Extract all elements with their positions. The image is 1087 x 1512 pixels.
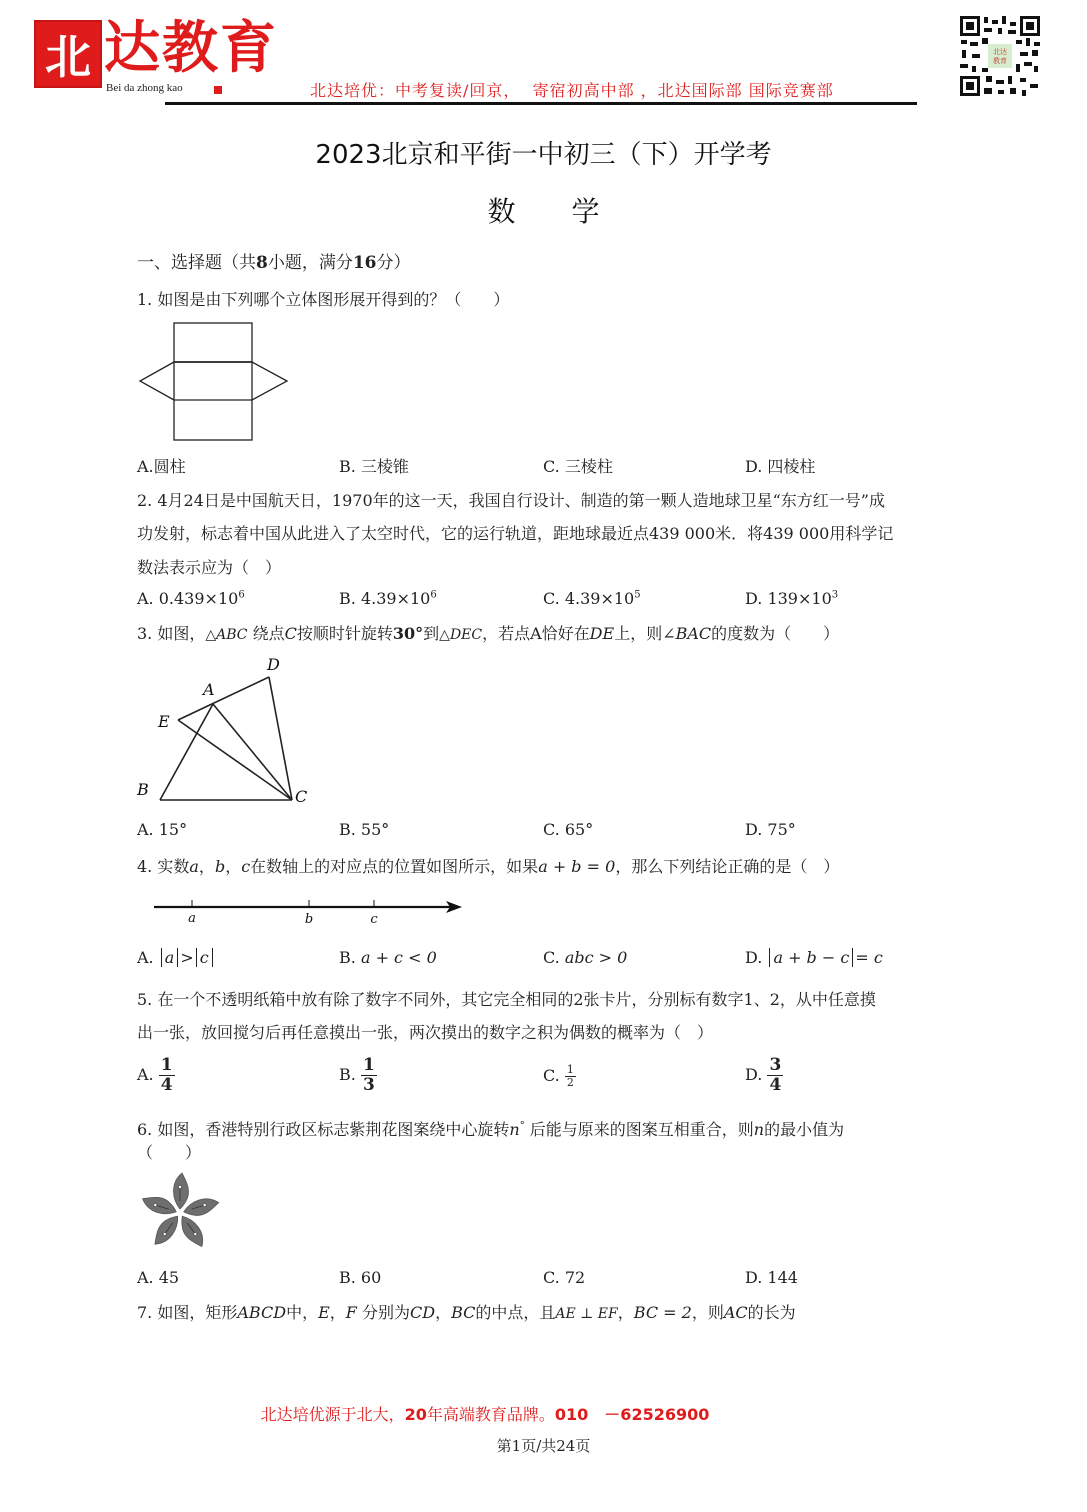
q3-number: 3. (137, 624, 153, 643)
petal-5 (140, 1193, 179, 1218)
label-b: B (137, 780, 149, 799)
subject-char-1: 数 (487, 195, 516, 228)
petal-3 (175, 1212, 208, 1250)
q3-option-a[interactable]: A. 15° (137, 820, 188, 839)
q3-option-d[interactable]: D. 75° (745, 820, 796, 839)
question-2-line-2: 功发射，标志着中国从此进入了太空时代，它的运行轨道，距地球最近点439 000米．将439 000用科学记 (137, 524, 894, 543)
header-slogan: 北达培优：中考复读/回京， 寄宿初高中部 ，北达国际部 国际竞赛部 (310, 81, 834, 100)
q4-option-c[interactable]: C. abc > 0 (543, 948, 628, 967)
logo-square-icon (214, 86, 222, 94)
axis-label-b: b (304, 912, 314, 927)
question-4: 4. 实数a，b，c在数轴上的对应点的位置如图所示，如果a + b = 0，那么下列结论正确的是（ ） (137, 857, 840, 876)
question-1 (137, 287, 509, 310)
logo-mark (34, 20, 102, 88)
q2-option-a[interactable]: A. $0.439\times 10^6$ (137, 589, 245, 608)
q6-option-b[interactable]: B. 60 (339, 1268, 382, 1287)
q6-option-c[interactable]: C. 72 (543, 1268, 586, 1287)
q3-option-b[interactable]: B. 55° (339, 820, 390, 839)
q1-option-b[interactable]: B. 三棱锥 (339, 457, 409, 476)
footer-slogan-a: 北达培优源于北大， (260, 1405, 405, 1424)
logo-subtitle: Bei da zhong kao (106, 82, 183, 94)
question-2-line-1 (137, 488, 885, 511)
section-mid: 小题，满分 (267, 253, 353, 273)
q1-option-a[interactable]: A.圆柱 (137, 457, 186, 476)
question-5-line-1 (137, 987, 876, 1010)
footer-slogan (0, 1402, 970, 1425)
segment-ec (178, 720, 292, 800)
q5-option-b[interactable]: B. $\frac{1}{3}$ (339, 1055, 375, 1095)
logo-text: 达教育 (104, 15, 278, 81)
rotation-triangle-figure (135, 650, 315, 810)
axis-label-a: a (188, 911, 196, 926)
q1-option-d[interactable]: D. 四棱柱 (745, 457, 816, 476)
label-d: D (267, 655, 280, 674)
net-triangle-right (252, 362, 287, 400)
footer-years: 20 (404, 1405, 427, 1424)
q6-option-d[interactable]: D. 144 (745, 1268, 798, 1287)
axis-label-c: c (370, 912, 378, 927)
q2-option-c[interactable]: C. $4.39\times 10^5$ (543, 589, 641, 608)
q6-option-a[interactable]: A. 45 (137, 1268, 180, 1287)
qr-label-2: 教育 (993, 57, 1007, 65)
net-triangle-left (140, 362, 174, 400)
section-count: 8 (256, 253, 268, 273)
subject-title (0, 190, 1087, 230)
label-c: C (295, 787, 308, 806)
qr-code-icon[interactable] (958, 14, 1042, 98)
footer-slogan-b: 年高端教育品牌。 (426, 1405, 555, 1424)
section-suffix: 分） (376, 253, 411, 273)
q2-option-b[interactable]: B. $4.39\times 10^6$ (339, 589, 437, 608)
qr-label: 北达 (993, 48, 1007, 56)
net-rectangle (174, 323, 252, 440)
subject-char-2: 学 (571, 195, 600, 228)
section-heading (137, 248, 411, 273)
q4-option-b[interactable]: B. a + c < 0 (339, 948, 437, 967)
segment-ed (178, 677, 269, 720)
q3-option-c[interactable]: C. 65° (543, 820, 594, 839)
q5-text-1: 在一个不透明纸箱中放有除了数字不同外，其它完全相同的2张卡片，分别标有数字1、2，从中任意摸 (157, 990, 876, 1009)
q5-option-a[interactable]: A. $\frac{1}{4}$ (137, 1055, 173, 1095)
prism-net-figure (137, 320, 292, 444)
segment-dc (269, 677, 292, 800)
logo-char: 北 (45, 30, 91, 84)
question-7: 7. 如图，矩形ABCD中，E，F 分别为CD，BC的中点，且AE ⊥ EF，BC = 2，则AC的长为 (137, 1303, 796, 1322)
question-6-paren: （ ） (137, 1143, 202, 1162)
petal-1 (174, 1173, 189, 1209)
label-a: A (203, 680, 215, 699)
header-divider (165, 102, 917, 105)
q4-number: 4. (137, 857, 153, 876)
page-indicator: 第1页/共24页 (496, 1437, 591, 1455)
q1-number: 1. (137, 290, 153, 309)
q4-option-d[interactable]: D. a + b − c = c (745, 948, 883, 967)
bauhinia-flower-figure (138, 1168, 222, 1258)
number-line-figure (150, 895, 470, 935)
question-5-line-2: 出一张，放回搅匀后再任意摸出一张，两次摸出的数字之积为偶数的概率为（ ） (137, 1023, 714, 1042)
q5-option-d[interactable]: D. $\frac{3}{4}$ (745, 1055, 782, 1095)
question-3: 3. 如图，△ABC 绕点C按顺时针旋转30°到△DEC，若点A恰好在DE上，则∠BAC的度数为（ ） (137, 624, 840, 643)
q2-number: 2. (137, 491, 153, 510)
q2-text-1: 4月24日是中国航天日，1970年的这一天，我国自行设计、制造的第一颗人造地球卫星“东方红一号”成 (157, 491, 885, 510)
document-title: 2023北京和平街一中初三（下）开学考 (315, 140, 772, 170)
question-2-line-3: 数法表示应为（ ） (137, 558, 282, 577)
footer-phone: 010 －62526900 (554, 1405, 710, 1424)
q2-option-d[interactable]: D. $139\times 10^3$ (745, 589, 839, 608)
q6-number: 6. (137, 1120, 153, 1139)
petal-4 (150, 1211, 183, 1249)
q1-option-c[interactable]: C. 三棱柱 (543, 457, 613, 476)
question-6: 6. 如图，香港特别行政区标志紫荆花图案绕中心旋转n° 后能与原来的图案互相重合，则n的最小值为 (137, 1120, 845, 1139)
q1-text: 如图是由下列哪个立体图形展开得到的？（ ） (157, 290, 510, 309)
section-score: 16 (352, 253, 377, 273)
q5-option-c[interactable]: C. $\frac{1}{2}$ (543, 1063, 574, 1089)
section-prefix: 一、选择题（共 (137, 253, 256, 273)
q5-number: 5. (137, 990, 153, 1009)
q7-number: 7. (137, 1303, 153, 1322)
label-e: E (158, 712, 170, 731)
q4-option-a[interactable]: A. a > c (137, 948, 215, 967)
